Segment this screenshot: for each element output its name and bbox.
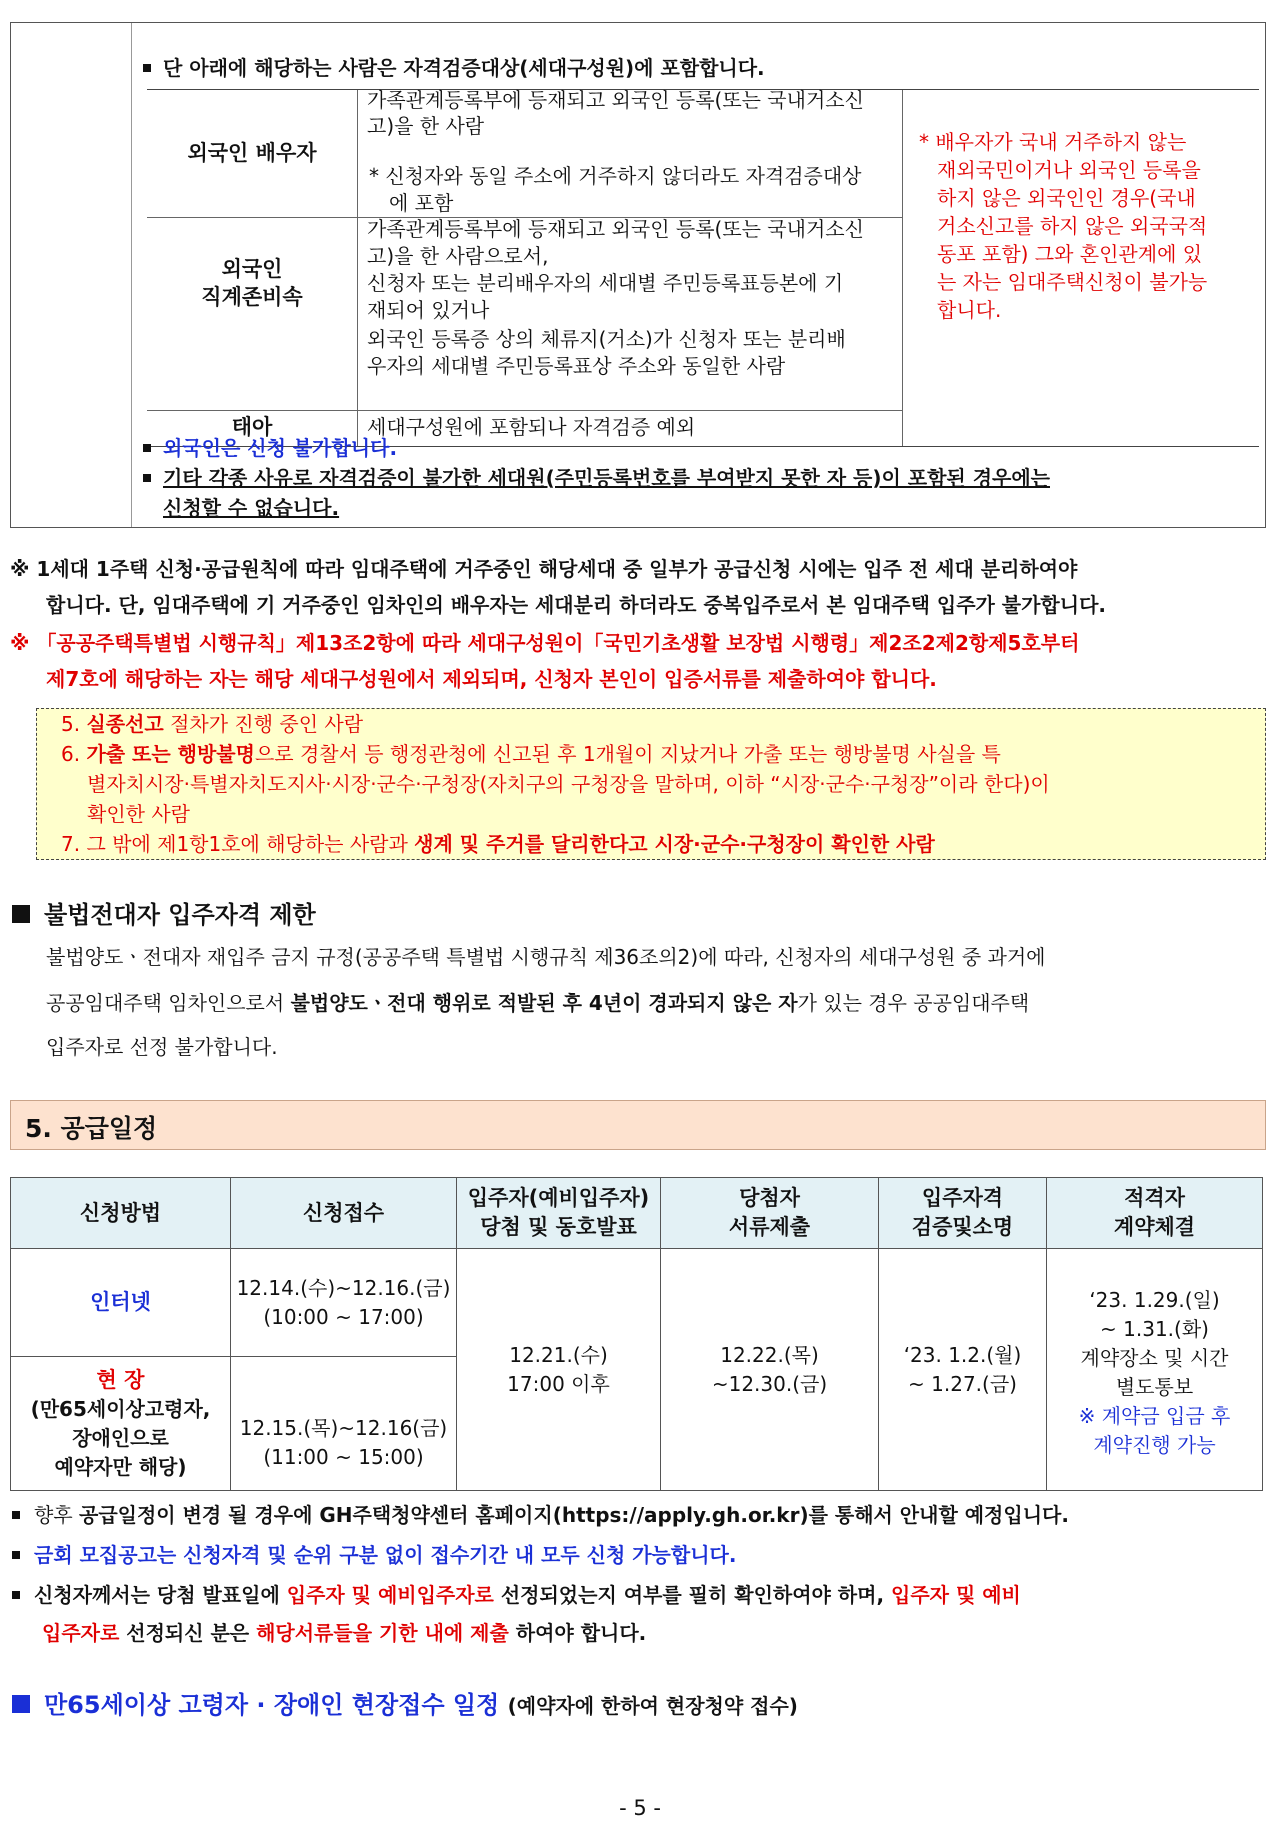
fetus-desc: 세대구성원에 포함되나 자격검증 예외: [367, 415, 696, 439]
verification-period: ‘23. 1.2.(월) ~ 1.27.(금): [879, 1249, 1047, 1491]
bullet-foreigner-not-allowed: 외국인은 신청 불가합니다.: [143, 433, 397, 463]
header-verification: 입주자격 검증및소명: [879, 1178, 1047, 1249]
illegal-para-1: 불법양도ㆍ전대자 재입주 금지 규정(공공주택 특별법 시행규칙 제36조의2)에 따라, 신청자의 세대구성원 중 과거에: [46, 945, 1046, 969]
spouse-desc-1: 가족관계등록부에 등재되고 외국인 등록(또는 국내거소신: [367, 88, 864, 112]
announce-date: 12.21.(수) 17:00 이후: [457, 1249, 661, 1491]
section-5-header: [10, 1100, 1266, 1150]
notice-one-house-1: ※ 1세대 1주택 신청·공급원칙에 따라 임대주택에 거주중인 해당세대 중 일부가 공급신청 시에는 입주 전 세대 분리하여야: [10, 557, 1078, 581]
spouse-note-5: 동포 포함) 그와 혼인관계에 있: [937, 242, 1203, 266]
bullet-include-household: 단 아래에 해당하는 사람은 자격검증대상(세대구성원)에 포함합니다.: [143, 53, 765, 83]
item-6-line-3: 확인한 사람: [87, 802, 190, 826]
square-bullet-icon: [12, 905, 30, 923]
documents-period: 12.22.(목) ~12.30.(금): [661, 1249, 879, 1491]
notice-one-house-2: 합니다. 단, 임대주택에 기 거주중인 임차인의 배우자는 세대분리 하더라도 중복입주로서 본 임대주택 입주가 불가합니다.: [46, 593, 1106, 617]
left-blank-column: [11, 23, 132, 527]
header-documents: 당첨자 서류제출: [661, 1178, 879, 1249]
lineal-desc-1: 가족관계등록부에 등재되고 외국인 등록(또는 국내거소신: [367, 217, 864, 241]
note-apply-all: 금회 모집공고는 신청자격 및 순위 구분 없이 접수기간 내 모두 신청 가능합니다.: [12, 1540, 736, 1570]
note-check-result: 신청자께서는 당첨 발표일에 입주자 및 예비입주자로 선정되었는지 여부를 필히 확인하여야 하며, 입주자 및 예비: [12, 1580, 1021, 1610]
excluded-members-box: [36, 708, 1266, 860]
label-fetus: 태아: [231, 415, 273, 439]
note-check-result-2: 입주자로 선정되신 분은 해당서류들을 기한 내에 제출 하여야 합니다.: [42, 1621, 647, 1645]
item-6-line-2: 별자치시장·특별자치도지사·시장·군수·구청장(자치구의 구청장을 말하며, 이하 “시장·군수·구청장”이라 한다)이: [87, 772, 1050, 796]
header-contract: 적격자 계약체결: [1047, 1178, 1263, 1249]
lineal-desc-3: 신청자 또는 분리배우자의 세대별 주민등록표등본에 기: [367, 271, 844, 295]
spouse-note-2: 재외국민이거나 외국인 등록을: [937, 158, 1201, 182]
table-header-row: [11, 1178, 1263, 1249]
label-foreign-lineal-1: 외국인: [221, 257, 283, 281]
supply-schedule-table: [10, 1177, 1263, 1491]
illegal-para-3: 입주자로 선정 불가합니다.: [46, 1035, 278, 1059]
foreign-member-table: [147, 89, 1259, 447]
bullet-unverifiable-member: 기타 각종 사유로 자격검증이 불가한 세대원(주민등록번호를 부여받지 못한 자 등)이 포함된 경우에는: [143, 463, 1263, 493]
internet-period: 12.14.(수)~12.16.(금) (10:00 ~ 17:00): [231, 1249, 457, 1357]
spouse-desc-4: 에 포함: [389, 191, 454, 215]
notice-exclusion-1: ※ 「공공주택특별법 시행규칙」제13조2항에 따라 세대구성원이「국민기초생활 보장법 시행령」제2조2제2항제5호부터: [10, 631, 1080, 655]
square-bullet-icon: [143, 444, 151, 452]
method-onsite: 현 장 (만65세이상고령자, 장애인으로 예약자만 해당): [11, 1357, 231, 1491]
spouse-note-4: 거소신고를 하지 않은 외국국적: [937, 214, 1208, 238]
onsite-period: 12.15.(목)~12.16(금) (11:00 ~ 15:00): [231, 1357, 457, 1491]
square-bullet-icon: [12, 1511, 20, 1519]
square-bullet-icon: [143, 64, 151, 72]
square-bullet-icon: [12, 1551, 20, 1559]
lineal-desc-6: 우자의 세대별 주민등록표상 주소와 동일한 사람: [367, 354, 786, 378]
header-application: 신청접수: [231, 1178, 457, 1249]
item-7: 7. 그 밖에 제1항1호에 해당하는 사람과 생계 및 주거를 달리한다고 시장·군수·구청장이 확인한 사람: [61, 832, 935, 856]
lineal-desc-4: 재되어 있거나: [367, 298, 490, 322]
eligibility-box: [10, 22, 1266, 528]
section-title: 5. 공급일정: [25, 1114, 158, 1143]
contract-period: ‘23. 1.29.(일) ~ 1.31.(화) 계약장소 및 시간 별도통보 ※ 계약금 입금 후 계약진행 가능: [1047, 1249, 1263, 1491]
square-bullet-icon: [12, 1695, 30, 1713]
square-bullet-icon: [12, 1591, 20, 1599]
item-5: 5. 실종선고 절차가 진행 중인 사람: [61, 712, 364, 736]
spouse-note-1: * 배우자가 국내 거주하지 않는: [919, 130, 1187, 154]
label-foreign-spouse: 외국인 배우자: [187, 141, 317, 165]
lineal-desc-2: 고)을 한 사람으로서,: [367, 244, 549, 268]
table-row: [11, 1249, 1263, 1357]
elderly-onsite-heading: 만65세이상 고령자 · 장애인 현장접수 일정 (예약자에 한하여 현장청약 접수): [12, 1688, 798, 1723]
note-schedule-change: 향후 공급일정이 변경 될 경우에 GH주택청약센터 홈페이지(https://apply.gh.or.kr)를 통해서 안내할 예정입니다.: [12, 1500, 1069, 1530]
square-bullet-icon: [143, 474, 151, 482]
lineal-desc-5: 외국인 등록증 상의 체류지(거소)가 신청자 또는 분리배: [367, 327, 846, 351]
illegal-para-2: 공공임대주택 임차인으로서 불법양도ㆍ전대 행위로 적발된 후 4년이 경과되지 않은 자가 있는 경우 공공임대주택: [46, 991, 1030, 1015]
notice-exclusion-2: 제7호에 해당하는 자는 해당 세대구성원에서 제외되며, 신청자 본인이 입증서류를 제출하여야 합니다.: [46, 667, 937, 691]
label-foreign-lineal-2: 직계존비속: [201, 285, 303, 309]
spouse-note-6: 는 자는 임대주택신청이 불가능: [937, 270, 1208, 294]
spouse-note-7: 합니다.: [937, 298, 1002, 322]
header-method: 신청방법: [11, 1178, 231, 1249]
method-internet: 인터넷: [11, 1249, 231, 1357]
page-number: - 5 -: [619, 1796, 661, 1820]
item-6: 6. 가출 또는 행방불명으로 경찰서 등 행정관청에 신고된 후 1개월이 지났거나 가출 또는 행방불명 사실을 특: [61, 742, 1001, 766]
spouse-desc-3: * 신청자와 동일 주소에 거주하지 않더라도 자격검증대상: [369, 164, 862, 188]
spouse-note-3: 하지 않은 외국인인 경우(국내: [937, 186, 1196, 210]
bullet-unverifiable-member-2: 신청할 수 없습니다.: [163, 496, 340, 520]
header-announcement: 입주자(예비입주자) 당첨 및 동호발표: [457, 1178, 661, 1249]
spouse-desc-2: 고)을 한 사람: [367, 114, 485, 138]
illegal-sublet-heading: 불법전대자 입주자격 제한: [12, 898, 316, 932]
